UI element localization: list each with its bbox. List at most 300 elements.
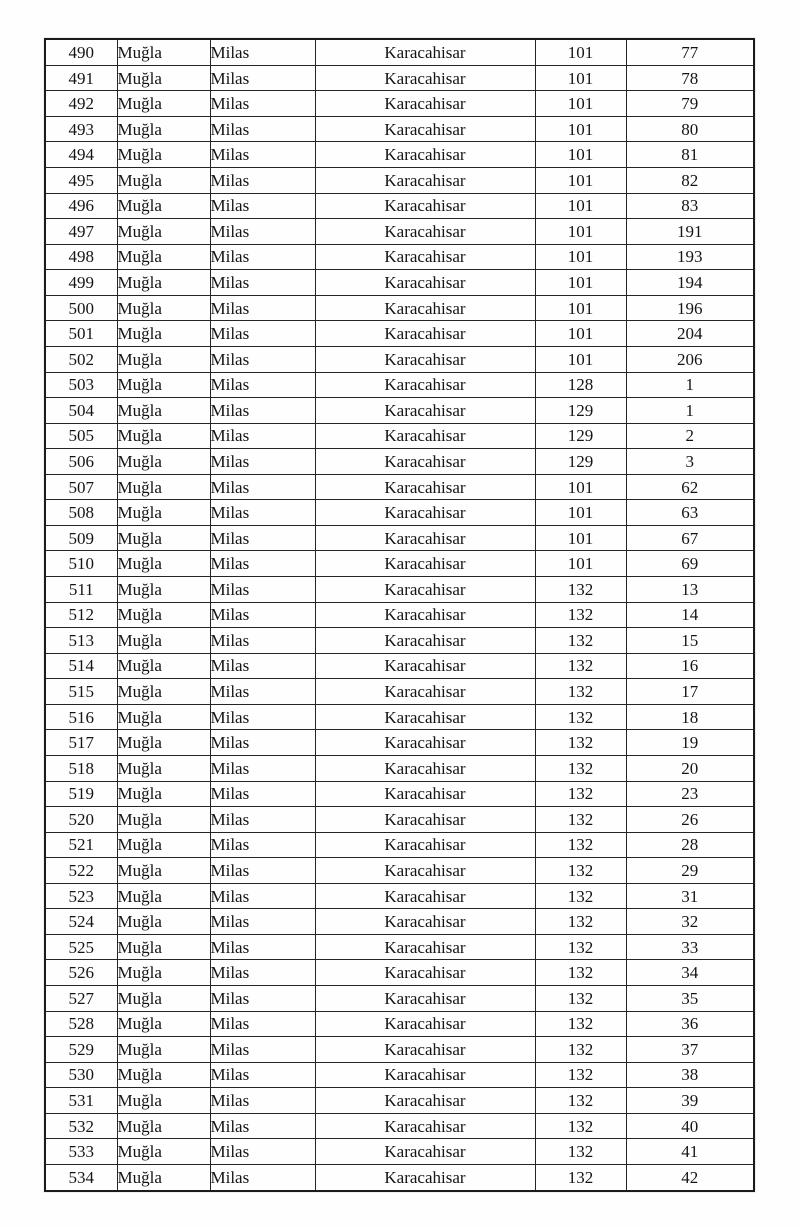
table-row xyxy=(45,244,754,270)
table-row xyxy=(45,909,754,935)
cell-parcel: 193 xyxy=(626,244,754,270)
cell-parcel: 37 xyxy=(626,1037,754,1063)
table-row xyxy=(45,781,754,807)
cell-district: Milas xyxy=(210,934,315,960)
cell-parcel: 81 xyxy=(626,142,754,168)
cell-province: Muğla xyxy=(117,423,210,449)
cell-row-no: 529 xyxy=(45,1037,117,1063)
cell-row-no: 528 xyxy=(45,1011,117,1037)
cell-district: Milas xyxy=(210,449,315,475)
cell-village: Karacahisar xyxy=(315,781,535,807)
cell-province: Muğla xyxy=(117,807,210,833)
cell-province: Muğla xyxy=(117,1037,210,1063)
cell-row-no: 524 xyxy=(45,909,117,935)
cell-province: Muğla xyxy=(117,1164,210,1191)
table-row xyxy=(45,346,754,372)
cell-block: 132 xyxy=(535,909,626,935)
cell-block: 101 xyxy=(535,142,626,168)
cell-village: Karacahisar xyxy=(315,1113,535,1139)
cell-province: Muğla xyxy=(117,1139,210,1165)
cell-village: Karacahisar xyxy=(315,960,535,986)
cell-district: Milas xyxy=(210,755,315,781)
table-row xyxy=(45,832,754,858)
cell-block: 132 xyxy=(535,1037,626,1063)
cell-block: 101 xyxy=(535,551,626,577)
cell-row-no: 500 xyxy=(45,295,117,321)
cell-row-no: 519 xyxy=(45,781,117,807)
cell-block: 101 xyxy=(535,321,626,347)
cell-row-no: 506 xyxy=(45,449,117,475)
cell-parcel: 31 xyxy=(626,883,754,909)
cell-parcel: 34 xyxy=(626,960,754,986)
table-row xyxy=(45,1062,754,1088)
cell-block: 132 xyxy=(535,1088,626,1114)
cell-parcel: 67 xyxy=(626,525,754,551)
cell-row-no: 533 xyxy=(45,1139,117,1165)
cell-block: 132 xyxy=(535,934,626,960)
table-row xyxy=(45,372,754,398)
cell-parcel: 15 xyxy=(626,628,754,654)
cell-village: Karacahisar xyxy=(315,321,535,347)
cell-block: 101 xyxy=(535,65,626,91)
cell-village: Karacahisar xyxy=(315,39,535,65)
cell-district: Milas xyxy=(210,781,315,807)
cell-block: 132 xyxy=(535,960,626,986)
table-row xyxy=(45,986,754,1012)
cell-row-no: 512 xyxy=(45,602,117,628)
cell-district: Milas xyxy=(210,704,315,730)
cell-province: Muğla xyxy=(117,474,210,500)
cell-block: 101 xyxy=(535,168,626,194)
cell-province: Muğla xyxy=(117,1088,210,1114)
cell-province: Muğla xyxy=(117,883,210,909)
cell-province: Muğla xyxy=(117,934,210,960)
cell-block: 128 xyxy=(535,372,626,398)
cell-province: Muğla xyxy=(117,986,210,1012)
cell-parcel: 19 xyxy=(626,730,754,756)
cell-block: 101 xyxy=(535,270,626,296)
cell-district: Milas xyxy=(210,321,315,347)
cell-district: Milas xyxy=(210,474,315,500)
cell-district: Milas xyxy=(210,1164,315,1191)
cell-row-no: 497 xyxy=(45,219,117,245)
cell-village: Karacahisar xyxy=(315,602,535,628)
table-row xyxy=(45,91,754,117)
cell-parcel: 33 xyxy=(626,934,754,960)
cell-row-no: 510 xyxy=(45,551,117,577)
cell-parcel: 78 xyxy=(626,65,754,91)
cell-row-no: 520 xyxy=(45,807,117,833)
table-row xyxy=(45,704,754,730)
cell-village: Karacahisar xyxy=(315,1139,535,1165)
cell-province: Muğla xyxy=(117,858,210,884)
cell-province: Muğla xyxy=(117,1011,210,1037)
table-row xyxy=(45,1011,754,1037)
table-row xyxy=(45,423,754,449)
cell-district: Milas xyxy=(210,730,315,756)
cell-province: Muğla xyxy=(117,909,210,935)
table-row xyxy=(45,1088,754,1114)
cell-district: Milas xyxy=(210,525,315,551)
table-row xyxy=(45,474,754,500)
table-row xyxy=(45,653,754,679)
cell-district: Milas xyxy=(210,1011,315,1037)
table-row xyxy=(45,449,754,475)
cell-village: Karacahisar xyxy=(315,525,535,551)
cell-row-no: 531 xyxy=(45,1088,117,1114)
cell-block: 101 xyxy=(535,244,626,270)
cell-parcel: 62 xyxy=(626,474,754,500)
table-row xyxy=(45,1113,754,1139)
cell-block: 101 xyxy=(535,500,626,526)
cell-block: 129 xyxy=(535,423,626,449)
cell-parcel: 79 xyxy=(626,91,754,117)
table-row xyxy=(45,219,754,245)
table-row xyxy=(45,858,754,884)
cell-province: Muğla xyxy=(117,679,210,705)
cell-row-no: 523 xyxy=(45,883,117,909)
cell-district: Milas xyxy=(210,423,315,449)
cell-village: Karacahisar xyxy=(315,168,535,194)
table-row xyxy=(45,679,754,705)
cell-district: Milas xyxy=(210,653,315,679)
cell-village: Karacahisar xyxy=(315,142,535,168)
cell-row-no: 527 xyxy=(45,986,117,1012)
table-row xyxy=(45,1037,754,1063)
cell-village: Karacahisar xyxy=(315,1164,535,1191)
cell-village: Karacahisar xyxy=(315,934,535,960)
cell-village: Karacahisar xyxy=(315,986,535,1012)
cell-row-no: 502 xyxy=(45,346,117,372)
cell-district: Milas xyxy=(210,960,315,986)
cell-row-no: 495 xyxy=(45,168,117,194)
cell-district: Milas xyxy=(210,398,315,424)
table-row xyxy=(45,934,754,960)
table-row xyxy=(45,193,754,219)
cell-province: Muğla xyxy=(117,193,210,219)
cell-block: 132 xyxy=(535,577,626,603)
cell-district: Milas xyxy=(210,1113,315,1139)
cell-village: Karacahisar xyxy=(315,551,535,577)
cell-province: Muğla xyxy=(117,346,210,372)
cell-district: Milas xyxy=(210,883,315,909)
cell-village: Karacahisar xyxy=(315,219,535,245)
table-row xyxy=(45,142,754,168)
cell-block: 129 xyxy=(535,398,626,424)
cell-block: 101 xyxy=(535,39,626,65)
cell-district: Milas xyxy=(210,1088,315,1114)
cell-district: Milas xyxy=(210,168,315,194)
cell-row-no: 534 xyxy=(45,1164,117,1191)
cell-row-no: 496 xyxy=(45,193,117,219)
cell-village: Karacahisar xyxy=(315,730,535,756)
cell-parcel: 206 xyxy=(626,346,754,372)
cell-village: Karacahisar xyxy=(315,423,535,449)
cell-parcel: 18 xyxy=(626,704,754,730)
cell-block: 132 xyxy=(535,755,626,781)
cell-parcel: 196 xyxy=(626,295,754,321)
cell-block: 101 xyxy=(535,525,626,551)
cell-province: Muğla xyxy=(117,755,210,781)
cell-block: 132 xyxy=(535,807,626,833)
cell-district: Milas xyxy=(210,577,315,603)
cell-province: Muğla xyxy=(117,525,210,551)
cell-parcel: 77 xyxy=(626,39,754,65)
cell-province: Muğla xyxy=(117,653,210,679)
cell-province: Muğla xyxy=(117,270,210,296)
cell-village: Karacahisar xyxy=(315,1088,535,1114)
cell-village: Karacahisar xyxy=(315,116,535,142)
cell-parcel: 35 xyxy=(626,986,754,1012)
cell-province: Muğla xyxy=(117,295,210,321)
cell-district: Milas xyxy=(210,1062,315,1088)
cell-block: 132 xyxy=(535,986,626,1012)
cell-village: Karacahisar xyxy=(315,679,535,705)
table-row xyxy=(45,730,754,756)
table-row xyxy=(45,883,754,909)
table-row xyxy=(45,525,754,551)
cell-village: Karacahisar xyxy=(315,91,535,117)
cell-row-no: 517 xyxy=(45,730,117,756)
cell-parcel: 26 xyxy=(626,807,754,833)
cell-province: Muğla xyxy=(117,551,210,577)
cell-province: Muğla xyxy=(117,602,210,628)
cell-parcel: 41 xyxy=(626,1139,754,1165)
cell-village: Karacahisar xyxy=(315,909,535,935)
cell-district: Milas xyxy=(210,142,315,168)
cell-parcel: 83 xyxy=(626,193,754,219)
cell-district: Milas xyxy=(210,270,315,296)
cell-parcel: 29 xyxy=(626,858,754,884)
cell-district: Milas xyxy=(210,832,315,858)
cell-row-no: 522 xyxy=(45,858,117,884)
cell-province: Muğla xyxy=(117,449,210,475)
cell-district: Milas xyxy=(210,346,315,372)
cell-district: Milas xyxy=(210,193,315,219)
cell-block: 101 xyxy=(535,193,626,219)
cell-row-no: 511 xyxy=(45,577,117,603)
cell-block: 132 xyxy=(535,679,626,705)
table-row xyxy=(45,1139,754,1165)
cell-parcel: 13 xyxy=(626,577,754,603)
cell-block: 132 xyxy=(535,858,626,884)
table-row xyxy=(45,628,754,654)
cell-province: Muğla xyxy=(117,704,210,730)
cell-district: Milas xyxy=(210,372,315,398)
table-row xyxy=(45,960,754,986)
cell-parcel: 82 xyxy=(626,168,754,194)
cell-parcel: 194 xyxy=(626,270,754,296)
cell-province: Muğla xyxy=(117,372,210,398)
cell-row-no: 503 xyxy=(45,372,117,398)
cell-province: Muğla xyxy=(117,577,210,603)
cell-district: Milas xyxy=(210,1037,315,1063)
cell-province: Muğla xyxy=(117,1113,210,1139)
cell-parcel: 191 xyxy=(626,219,754,245)
cell-row-no: 491 xyxy=(45,65,117,91)
cell-village: Karacahisar xyxy=(315,398,535,424)
cell-block: 101 xyxy=(535,91,626,117)
cell-row-no: 498 xyxy=(45,244,117,270)
cell-village: Karacahisar xyxy=(315,270,535,296)
cell-parcel: 36 xyxy=(626,1011,754,1037)
cell-block: 132 xyxy=(535,1139,626,1165)
cell-village: Karacahisar xyxy=(315,858,535,884)
cell-province: Muğla xyxy=(117,65,210,91)
cell-village: Karacahisar xyxy=(315,1062,535,1088)
cell-province: Muğla xyxy=(117,781,210,807)
cell-district: Milas xyxy=(210,628,315,654)
cell-province: Muğla xyxy=(117,960,210,986)
cell-village: Karacahisar xyxy=(315,193,535,219)
cell-village: Karacahisar xyxy=(315,807,535,833)
table-row xyxy=(45,602,754,628)
cell-village: Karacahisar xyxy=(315,755,535,781)
table-row xyxy=(45,807,754,833)
cell-province: Muğla xyxy=(117,168,210,194)
cell-district: Milas xyxy=(210,858,315,884)
table-row xyxy=(45,65,754,91)
cell-row-no: 526 xyxy=(45,960,117,986)
cell-province: Muğla xyxy=(117,730,210,756)
cell-province: Muğla xyxy=(117,321,210,347)
cell-block: 132 xyxy=(535,1113,626,1139)
cell-village: Karacahisar xyxy=(315,346,535,372)
cell-block: 101 xyxy=(535,116,626,142)
cell-province: Muğla xyxy=(117,219,210,245)
table-row xyxy=(45,577,754,603)
cell-province: Muğla xyxy=(117,142,210,168)
cell-district: Milas xyxy=(210,909,315,935)
cell-row-no: 516 xyxy=(45,704,117,730)
cell-district: Milas xyxy=(210,986,315,1012)
cell-province: Muğla xyxy=(117,116,210,142)
cell-row-no: 513 xyxy=(45,628,117,654)
cell-village: Karacahisar xyxy=(315,65,535,91)
table-row xyxy=(45,1164,754,1191)
cell-parcel: 16 xyxy=(626,653,754,679)
cell-block: 132 xyxy=(535,653,626,679)
cell-parcel: 2 xyxy=(626,423,754,449)
cell-parcel: 17 xyxy=(626,679,754,705)
cell-block: 132 xyxy=(535,730,626,756)
table-row xyxy=(45,270,754,296)
cell-block: 101 xyxy=(535,346,626,372)
cell-province: Muğla xyxy=(117,500,210,526)
cell-province: Muğla xyxy=(117,832,210,858)
cell-row-no: 521 xyxy=(45,832,117,858)
cell-village: Karacahisar xyxy=(315,474,535,500)
cell-parcel: 32 xyxy=(626,909,754,935)
table-row xyxy=(45,116,754,142)
cadastral-table xyxy=(44,38,755,1192)
table-row xyxy=(45,551,754,577)
cell-block: 132 xyxy=(535,883,626,909)
cell-village: Karacahisar xyxy=(315,295,535,321)
cell-block: 101 xyxy=(535,219,626,245)
cell-district: Milas xyxy=(210,244,315,270)
table-row xyxy=(45,168,754,194)
cell-row-no: 490 xyxy=(45,39,117,65)
cell-parcel: 1 xyxy=(626,398,754,424)
cell-row-no: 515 xyxy=(45,679,117,705)
cell-row-no: 518 xyxy=(45,755,117,781)
cell-parcel: 39 xyxy=(626,1088,754,1114)
cell-block: 129 xyxy=(535,449,626,475)
cell-row-no: 505 xyxy=(45,423,117,449)
table-row xyxy=(45,500,754,526)
table-row xyxy=(45,39,754,65)
cell-parcel: 3 xyxy=(626,449,754,475)
cell-row-no: 494 xyxy=(45,142,117,168)
cell-row-no: 493 xyxy=(45,116,117,142)
cell-village: Karacahisar xyxy=(315,628,535,654)
cell-row-no: 525 xyxy=(45,934,117,960)
cell-district: Milas xyxy=(210,500,315,526)
cell-row-no: 509 xyxy=(45,525,117,551)
cell-province: Muğla xyxy=(117,398,210,424)
cell-block: 132 xyxy=(535,628,626,654)
cell-district: Milas xyxy=(210,91,315,117)
table-row xyxy=(45,295,754,321)
cell-parcel: 40 xyxy=(626,1113,754,1139)
cell-block: 101 xyxy=(535,474,626,500)
cell-block: 132 xyxy=(535,1062,626,1088)
cell-village: Karacahisar xyxy=(315,500,535,526)
cell-province: Muğla xyxy=(117,39,210,65)
table-row xyxy=(45,321,754,347)
cell-district: Milas xyxy=(210,295,315,321)
cell-village: Karacahisar xyxy=(315,449,535,475)
cell-row-no: 507 xyxy=(45,474,117,500)
cell-parcel: 28 xyxy=(626,832,754,858)
cell-block: 132 xyxy=(535,781,626,807)
cell-parcel: 63 xyxy=(626,500,754,526)
cell-district: Milas xyxy=(210,65,315,91)
cell-row-no: 501 xyxy=(45,321,117,347)
cell-village: Karacahisar xyxy=(315,244,535,270)
cell-province: Muğla xyxy=(117,628,210,654)
cell-village: Karacahisar xyxy=(315,883,535,909)
cell-province: Muğla xyxy=(117,1062,210,1088)
cell-village: Karacahisar xyxy=(315,832,535,858)
cell-district: Milas xyxy=(210,807,315,833)
cell-block: 132 xyxy=(535,832,626,858)
cell-district: Milas xyxy=(210,219,315,245)
cell-village: Karacahisar xyxy=(315,577,535,603)
cell-district: Milas xyxy=(210,679,315,705)
cell-row-no: 508 xyxy=(45,500,117,526)
cell-parcel: 20 xyxy=(626,755,754,781)
cell-block: 132 xyxy=(535,1011,626,1037)
cell-row-no: 530 xyxy=(45,1062,117,1088)
table-row xyxy=(45,398,754,424)
cell-row-no: 499 xyxy=(45,270,117,296)
cell-province: Muğla xyxy=(117,91,210,117)
cell-village: Karacahisar xyxy=(315,1011,535,1037)
table-body xyxy=(45,39,754,1191)
cell-province: Muğla xyxy=(117,244,210,270)
cell-village: Karacahisar xyxy=(315,372,535,398)
cell-block: 132 xyxy=(535,1164,626,1191)
cell-block: 101 xyxy=(535,295,626,321)
cell-village: Karacahisar xyxy=(315,1037,535,1063)
cell-row-no: 514 xyxy=(45,653,117,679)
cell-row-no: 504 xyxy=(45,398,117,424)
cell-parcel: 1 xyxy=(626,372,754,398)
cell-parcel: 38 xyxy=(626,1062,754,1088)
cell-row-no: 492 xyxy=(45,91,117,117)
